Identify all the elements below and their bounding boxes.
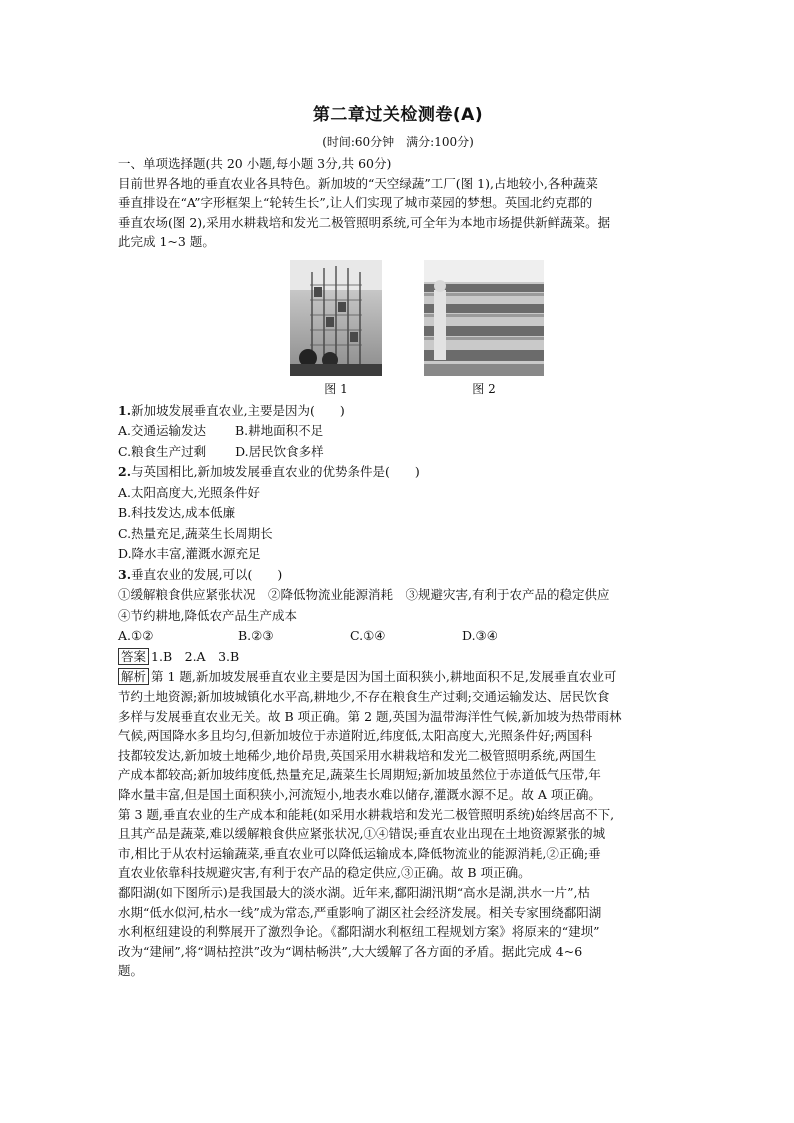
- text-line: 多样与发展垂直农业无关。故 B 项正确。第 2 题,英国为温带海洋性气候,新加坡为热带雨林: [118, 708, 622, 724]
- text-line: 水利枢纽建设的利弊展开了激烈争论。《鄱阳湖水利枢纽工程规划方案》将原来的“建坝”: [118, 924, 600, 940]
- answer-block: [118, 647, 678, 668]
- analysis-label: 解析: [118, 668, 149, 685]
- intro-passage-2: [118, 883, 678, 981]
- question-stem: 新加坡发展垂直农业,主要是因为( ): [131, 402, 345, 418]
- text-line: 气候,两国降水多且均匀,但新加坡位于赤道附近,纬度低,太阳高度大,光照条件好;两国科: [118, 728, 593, 744]
- text-line: 第 3 题,垂直农业的生产成本和能耗(如采用水耕栽培和发光二极管照明系统)始终居高不下,: [118, 806, 615, 822]
- page-title: 第二章过关检测卷(A): [312, 105, 484, 125]
- question-2: [118, 462, 678, 565]
- option: C.粮食生产过剩: [118, 443, 207, 459]
- question-3: [118, 565, 678, 647]
- figure-caption: 图 1: [324, 381, 348, 396]
- question-number: 3.: [118, 566, 132, 582]
- greenhouse-rack-photo: [424, 260, 544, 376]
- option: D.③④: [462, 628, 498, 644]
- answer-label: 答案: [118, 648, 149, 665]
- option: D.降水丰富,灌溉水源充足: [118, 546, 261, 562]
- option: B.耕地面积不足: [235, 423, 324, 439]
- question-number: 1.: [118, 402, 132, 418]
- text-line: 且其产品是蔬菜,难以缓解粮食供应紧张状况,①④错误;垂直农业出现在土地资源紧张的城: [118, 826, 606, 842]
- text-line: 第 1 题,新加坡发展垂直农业主要是因为国土面积狭小,耕地面积不足,发展垂直农业可: [151, 669, 617, 685]
- text-line: 节约土地资源;新加坡城镇化水平高,耕地少,不存在粮食生产过剩;交通运输发达、居民饮食: [118, 689, 610, 705]
- exam-time-score: (时间:60分钟 满分:100分): [322, 135, 474, 149]
- text-line: 鄱阳湖(如下图所示)是我国最大的淡水湖。近年来,鄱阳湖汛期“高水是湖,洪水一片”,枯: [118, 885, 590, 900]
- figure-caption: 图 2: [472, 381, 496, 396]
- text-line: 垂直农场(图 2),采用水耕栽培和发光二极管照明系统,可全年为本地市场提供新鲜蔬菜。据: [118, 214, 611, 230]
- vertical-farm-tower-photo: [290, 260, 382, 376]
- figure-1: [290, 260, 382, 397]
- statement-list: ①缓解粮食供应紧张状况 ②降低物流业能源消耗 ③规避灾害,有利于农产品的稳定供应: [118, 587, 610, 603]
- option: A.交通运输发达: [118, 423, 207, 439]
- option-row: [118, 626, 678, 647]
- text-line: 改为“建闸”,将“调枯控洪”改为“调枯畅洪”,大大缓解了各方面的矛盾。据此完成 4~6: [118, 943, 583, 959]
- option: B.科技发达,成本低廉: [118, 505, 236, 521]
- text-line: 此完成 1~3 题。: [118, 234, 215, 250]
- figure-2: [424, 260, 544, 397]
- answer-text: 1.B 2.A 3.B: [151, 648, 240, 664]
- question-stem: 与英国相比,新加坡发展垂直农业的优势条件是( ): [131, 464, 420, 480]
- question-1: [118, 401, 678, 463]
- text-line: 市,相比于从农村运输蔬菜,垂直农业可以降低运输成本,降低物流业的能源消耗,②正确;垂: [118, 845, 601, 861]
- question-number: 2.: [118, 464, 132, 480]
- intro-passage-1: [118, 174, 678, 252]
- statement-list: ④节约耕地,降低农产品生产成本: [118, 607, 297, 623]
- text-line: 题。: [118, 963, 144, 979]
- text-line: 垂直排设在“A”字形框架上“轮转生长”,让人们实现了城市菜园的梦想。英国北约克郡的: [118, 195, 593, 211]
- text-line: 技都较发达,新加坡土地稀少,地价昂贵,英国采用水耕栽培和发光二极管照明系统,两国生: [118, 747, 597, 763]
- exam-page: [118, 100, 678, 981]
- option: D.居民饮食多样: [235, 443, 324, 459]
- text-line: 水期“低水似河,枯水一线”成为常态,严重影响了湖区社会经济发展。相关专家围绕鄱阳湖: [118, 904, 602, 920]
- option: A.太阳高度大,光照条件好: [118, 484, 260, 500]
- analysis-block: [118, 667, 678, 883]
- text-line: 产成本都较高;新加坡纬度低,热量充足,蔬菜生长周期短;新加坡虽然位于赤道低气压带,年: [118, 767, 601, 783]
- text-line: 目前世界各地的垂直农业各具特色。新加坡的“天空绿蔬”工厂(图 1),占地较小,各种蔬菜: [118, 175, 598, 191]
- text-line: 降水量丰富,但是国土面积狭小,河流短小,地表水难以储存,灌溉水源不足。故 A 项正确。: [118, 787, 601, 803]
- option: B.②③: [238, 628, 274, 644]
- text-line: 直农业依靠科技规避灾害,有利于农产品的稳定供应,③正确。故 B 项正确。: [118, 865, 531, 881]
- option: C.①④: [350, 628, 386, 644]
- figures: [156, 260, 678, 397]
- question-stem: 垂直农业的发展,可以( ): [131, 566, 283, 582]
- section-heading: 一、单项选择题(共 20 小题,每小题 3分,共 60分): [118, 156, 392, 171]
- option: A.①②: [118, 628, 154, 644]
- option: C.热量充足,蔬菜生长周期长: [118, 525, 273, 541]
